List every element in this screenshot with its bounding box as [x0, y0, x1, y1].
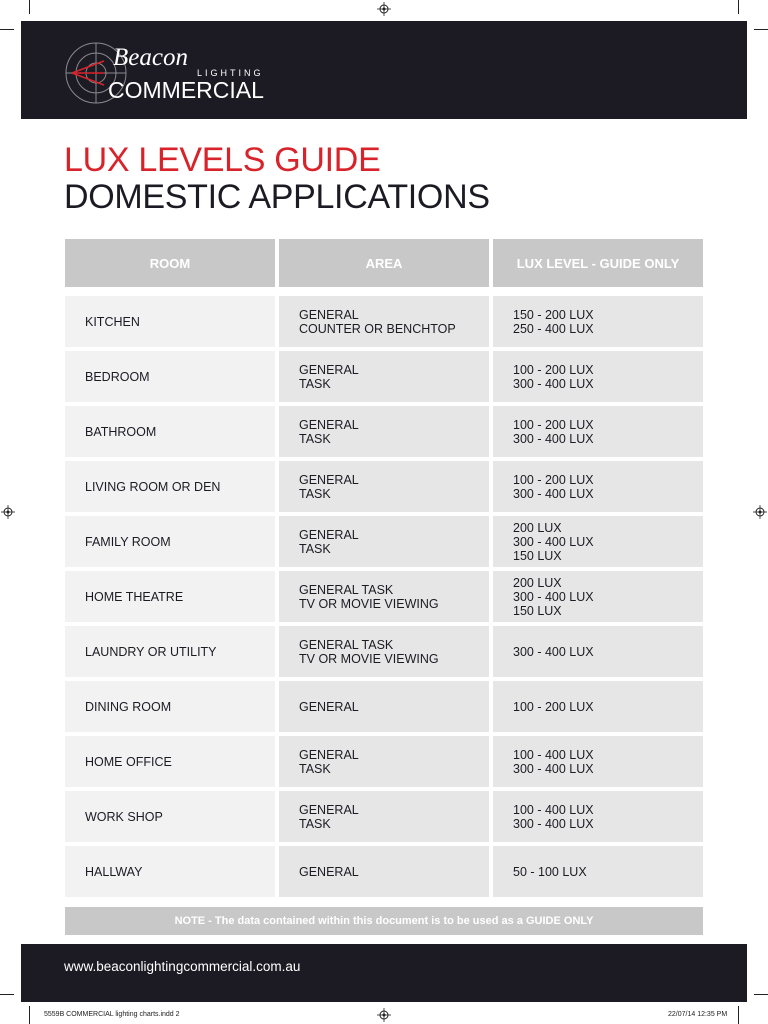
table-cell-area	[279, 516, 489, 567]
table-cell-line: 300 - 400 LUX	[513, 589, 594, 604]
table-cell-line: TASK	[299, 376, 331, 391]
table-cell-lux	[493, 406, 703, 457]
table-cell-lux	[493, 296, 703, 347]
table-cell-line: 100 - 200 LUX	[513, 417, 594, 432]
table-cell-area	[279, 461, 489, 512]
table-cell-line: 300 - 400 LUX	[513, 816, 594, 831]
column-header-area: AREA	[279, 239, 489, 287]
table-cell-line: HOME THEATRE	[85, 589, 184, 604]
registration-mark-icon	[753, 505, 767, 519]
table-cell-line: 150 - 200 LUX	[513, 307, 594, 322]
crop-mark	[0, 29, 14, 30]
table-cell-line: 250 - 400 LUX	[513, 321, 594, 336]
guide-note: NOTE - The data contained within this document is to be used as a GUIDE ONLY	[65, 907, 703, 935]
table-cell-line: HALLWAY	[85, 864, 143, 879]
crop-mark	[754, 29, 768, 30]
table-cell-lux	[493, 846, 703, 897]
table-cell-area	[279, 351, 489, 402]
table-cell-room	[65, 791, 275, 842]
table-cell-line: TASK	[299, 541, 331, 556]
table-cell-line: HOME OFFICE	[85, 754, 172, 769]
table-cell-line: 300 - 400 LUX	[513, 644, 594, 659]
crop-mark	[29, 1006, 30, 1024]
table-cell-lux	[493, 791, 703, 842]
table-cell-room	[65, 461, 275, 512]
table-cell-line: GENERAL	[299, 362, 359, 377]
table-cell-line: 100 - 200 LUX	[513, 472, 594, 487]
table-cell-line: BATHROOM	[85, 424, 157, 439]
crop-mark	[738, 1006, 739, 1024]
table-cell-line: GENERAL	[299, 472, 359, 487]
table-cell-line: 100 - 200 LUX	[513, 699, 594, 714]
brand-sub: LIGHTING	[197, 68, 264, 78]
print-slug-file: 5559B COMMERCIAL lighting charts.indd 2	[44, 1011, 180, 1018]
crop-mark	[0, 994, 14, 995]
table-cell-line: 200 LUX	[513, 575, 562, 590]
page-title: LUX LEVELS GUIDE	[64, 141, 381, 179]
table-cell-line: 100 - 200 LUX	[513, 362, 594, 377]
table-cell-line: 50 - 100 LUX	[513, 864, 587, 879]
table-cell-line: 150 LUX	[513, 603, 562, 618]
table-cell-line: GENERAL	[299, 864, 359, 879]
footer-bar	[21, 944, 747, 1002]
table-cell-lux	[493, 571, 703, 622]
table-cell-line: 300 - 400 LUX	[513, 761, 594, 776]
table-cell-lux	[493, 736, 703, 787]
table-cell-room	[65, 571, 275, 622]
table-cell-line: LAUNDRY OR UTILITY	[85, 644, 217, 659]
print-slug-date: 22/07/14 12:35 PM	[668, 1011, 728, 1018]
table-cell-line: DINING ROOM	[85, 699, 172, 714]
table-cell-line: GENERAL	[299, 699, 359, 714]
table-cell-area	[279, 846, 489, 897]
table-cell-area	[279, 681, 489, 732]
table-cell-line: FAMILY ROOM	[85, 534, 171, 549]
table-cell-line: TASK	[299, 486, 331, 501]
table-cell-area	[279, 791, 489, 842]
crop-mark	[738, 0, 739, 14]
table-cell-line: COUNTER OR BENCHTOP	[299, 321, 456, 336]
brand-logo	[64, 41, 294, 105]
table-cell-line: 100 - 400 LUX	[513, 747, 594, 762]
table-cell-line: BEDROOM	[85, 369, 150, 384]
table-cell-line: 200 LUX	[513, 520, 562, 535]
website-link[interactable]: www.beaconlightingcommercial.com.au	[64, 959, 301, 974]
table-cell-line: GENERAL	[299, 307, 359, 322]
table-cell-line: GENERAL	[299, 747, 359, 762]
table-cell-room	[65, 681, 275, 732]
table-cell-line: WORK SHOP	[85, 809, 163, 824]
table-cell-lux	[493, 626, 703, 677]
table-cell-line: GENERAL	[299, 802, 359, 817]
table-cell-line: KITCHEN	[85, 314, 140, 329]
brand-name: Beacon	[113, 44, 188, 71]
table-cell-line: 300 - 400 LUX	[513, 431, 594, 446]
page-subtitle: DOMESTIC APPLICATIONS	[64, 178, 490, 216]
table-cell-room	[65, 406, 275, 457]
registration-mark-icon	[1, 505, 15, 519]
table-cell-line: 100 - 400 LUX	[513, 802, 594, 817]
registration-mark-icon	[377, 2, 391, 16]
table-cell-room	[65, 516, 275, 567]
table-cell-room	[65, 626, 275, 677]
table-cell-line: GENERAL	[299, 527, 359, 542]
table-cell-line: TV OR MOVIE VIEWING	[299, 596, 439, 611]
table-cell-line: TV OR MOVIE VIEWING	[299, 651, 439, 666]
header-bar	[21, 21, 747, 119]
table-cell-room	[65, 736, 275, 787]
table-cell-lux	[493, 516, 703, 567]
table-cell-lux	[493, 351, 703, 402]
crop-mark	[754, 994, 768, 995]
table-cell-line: GENERAL TASK	[299, 637, 394, 652]
table-cell-area	[279, 571, 489, 622]
column-header-room: ROOM	[65, 239, 275, 287]
table-cell-area	[279, 736, 489, 787]
table-cell-area	[279, 406, 489, 457]
table-cell-line: GENERAL TASK	[299, 582, 394, 597]
table-cell-line: TASK	[299, 431, 331, 446]
table-cell-room	[65, 296, 275, 347]
table-cell-room	[65, 846, 275, 897]
table-cell-lux	[493, 681, 703, 732]
table-cell-lux	[493, 461, 703, 512]
table-cell-room	[65, 351, 275, 402]
registration-mark-icon	[377, 1008, 391, 1022]
table-cell-line: 300 - 400 LUX	[513, 486, 594, 501]
crop-mark	[29, 0, 30, 14]
column-header-lux: LUX LEVEL - GUIDE ONLY	[493, 239, 703, 287]
table-cell-area	[279, 626, 489, 677]
table-cell-line: 150 LUX	[513, 548, 562, 563]
table-cell-area	[279, 296, 489, 347]
table-cell-line: TASK	[299, 761, 331, 776]
table-cell-line: TASK	[299, 816, 331, 831]
table-cell-line: GENERAL	[299, 417, 359, 432]
table-cell-line: 300 - 400 LUX	[513, 534, 594, 549]
table-cell-line: 300 - 400 LUX	[513, 376, 594, 391]
brand-division: COMMERCIAL	[108, 77, 264, 103]
table-cell-line: LIVING ROOM OR DEN	[85, 479, 221, 494]
